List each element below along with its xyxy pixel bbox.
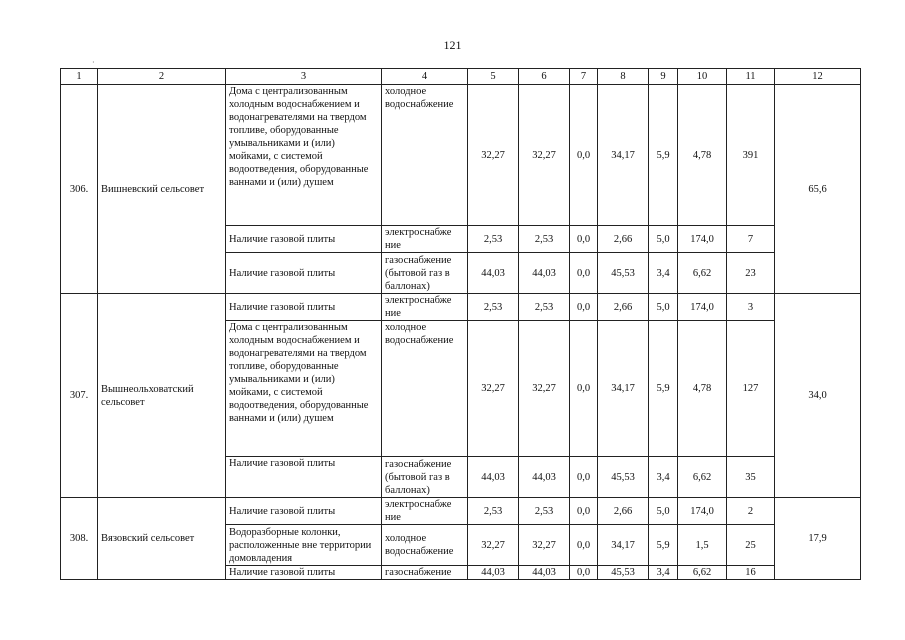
value-cell: 45,53: [598, 566, 649, 580]
value-cell: 45,53: [598, 253, 649, 294]
header-cell: 6: [519, 69, 570, 85]
value-cell: 0,0: [570, 226, 598, 253]
header-cell: 12: [775, 69, 861, 85]
value-cell: 0,0: [570, 566, 598, 580]
value-cell: 23: [727, 253, 775, 294]
header-cell: 2: [98, 69, 226, 85]
table-row: [61, 498, 861, 525]
value-cell: 127: [727, 321, 775, 457]
value-cell: 6,62: [678, 253, 727, 294]
value-cell: 44,03: [519, 253, 570, 294]
value-cell: 4,78: [678, 321, 727, 457]
value-cell: 32,27: [519, 525, 570, 566]
utility-service: газоснабжение (бытовой газ в баллонах): [382, 253, 468, 294]
value-cell: 3,4: [649, 253, 678, 294]
value-cell: 2,66: [598, 498, 649, 525]
municipality-name: Вышнеольховатский сельсовет: [98, 294, 226, 498]
value-cell: 2,66: [598, 294, 649, 321]
value-cell: 174,0: [678, 498, 727, 525]
utility-description: Наличие газовой плиты: [226, 566, 382, 580]
value-cell: 4,78: [678, 85, 727, 226]
tariff-table: [60, 68, 861, 580]
utility-service: холодное водоснабжение: [382, 85, 468, 226]
value-cell: 174,0: [678, 294, 727, 321]
header-cell: 8: [598, 69, 649, 85]
municipality-name: Вишневский сельсовет: [98, 85, 226, 294]
utility-service: холодное водоснабжение: [382, 321, 468, 457]
value-cell: 5,9: [649, 525, 678, 566]
value-cell: 45,53: [598, 457, 649, 498]
header-cell: 4: [382, 69, 468, 85]
value-cell: 0,0: [570, 525, 598, 566]
value-cell: 5,9: [649, 85, 678, 226]
header-cell: 5: [468, 69, 519, 85]
value-cell: 6,62: [678, 566, 727, 580]
value-cell: 34,17: [598, 85, 649, 226]
utility-service: электроснабже ние: [382, 498, 468, 525]
value-cell: 44,03: [468, 457, 519, 498]
utility-description: Наличие газовой плиты: [226, 457, 382, 498]
value-cell: 16: [727, 566, 775, 580]
value-cell: 0,0: [570, 457, 598, 498]
header-cell: 1: [61, 69, 98, 85]
value-cell: 5,0: [649, 226, 678, 253]
value-cell: 25: [727, 525, 775, 566]
section-total: 65,6: [775, 85, 861, 294]
value-cell: 174,0: [678, 226, 727, 253]
section-total: 34,0: [775, 294, 861, 498]
utility-description: Наличие газовой плиты: [226, 226, 382, 253]
value-cell: 3,4: [649, 457, 678, 498]
value-cell: 2,66: [598, 226, 649, 253]
table-row: [61, 85, 861, 226]
utility-description: Дома с централизованным холодным водоснабжением и водонагревателями на твердом топливе, оборудованные умывальниками и (или) мойками, с системой водоотведения, оборудованные ваннами и (или) душем: [226, 321, 382, 457]
row-number: 306.: [61, 85, 98, 294]
value-cell: 1,5: [678, 525, 727, 566]
value-cell: 3: [727, 294, 775, 321]
header-cell: 10: [678, 69, 727, 85]
table-row: [61, 294, 861, 321]
header-cell: 3: [226, 69, 382, 85]
utility-service: электроснабже ние: [382, 294, 468, 321]
utility-service: газоснабжение: [382, 566, 468, 580]
value-cell: 0,0: [570, 498, 598, 525]
value-cell: 5,0: [649, 498, 678, 525]
value-cell: 0,0: [570, 321, 598, 457]
value-cell: 5,0: [649, 294, 678, 321]
value-cell: 32,27: [519, 85, 570, 226]
value-cell: 2,53: [468, 498, 519, 525]
value-cell: 32,27: [519, 321, 570, 457]
value-cell: 6,62: [678, 457, 727, 498]
utility-description: Дома с централизованным холодным водоснабжением и водонагревателями на твердом топливе, оборудованные умывальниками и (или) мойками, с системой водоотведения, оборудованные ваннами и (или) душем: [226, 85, 382, 226]
value-cell: 2,53: [519, 226, 570, 253]
header-cell: 11: [727, 69, 775, 85]
value-cell: 44,03: [519, 457, 570, 498]
value-cell: 35: [727, 457, 775, 498]
municipality-name: Вязовский сельсовет: [98, 498, 226, 580]
header-cell: 9: [649, 69, 678, 85]
value-cell: 0,0: [570, 294, 598, 321]
header-cell: 7: [570, 69, 598, 85]
value-cell: 3,4: [649, 566, 678, 580]
section-total: 17,9: [775, 498, 861, 580]
value-cell: 5,9: [649, 321, 678, 457]
utility-description: Наличие газовой плиты: [226, 498, 382, 525]
value-cell: 0,0: [570, 253, 598, 294]
scan-speck: ·: [92, 58, 95, 67]
value-cell: 34,17: [598, 321, 649, 457]
value-cell: 7: [727, 226, 775, 253]
value-cell: 2,53: [468, 226, 519, 253]
row-number: 308.: [61, 498, 98, 580]
page-number: 121: [443, 38, 462, 52]
value-cell: 44,03: [519, 566, 570, 580]
value-cell: 32,27: [468, 525, 519, 566]
value-cell: 32,27: [468, 321, 519, 457]
value-cell: 2,53: [519, 498, 570, 525]
utility-description: Наличие газовой плиты: [226, 253, 382, 294]
value-cell: 0,0: [570, 85, 598, 226]
value-cell: 44,03: [468, 566, 519, 580]
value-cell: 2: [727, 498, 775, 525]
value-cell: 391: [727, 85, 775, 226]
header-row: [61, 69, 861, 85]
value-cell: 34,17: [598, 525, 649, 566]
row-number: 307.: [61, 294, 98, 498]
utility-description: Наличие газовой плиты: [226, 294, 382, 321]
utility-service: газоснабжение (бытовой газ в баллонах): [382, 457, 468, 498]
value-cell: 2,53: [468, 294, 519, 321]
utility-description: Водоразборные колонки, расположенные вне территории домовладения: [226, 525, 382, 566]
value-cell: 2,53: [519, 294, 570, 321]
utility-service: электроснабже ние: [382, 226, 468, 253]
value-cell: 44,03: [468, 253, 519, 294]
value-cell: 32,27: [468, 85, 519, 226]
utility-service: холодное водоснабжение: [382, 525, 468, 566]
